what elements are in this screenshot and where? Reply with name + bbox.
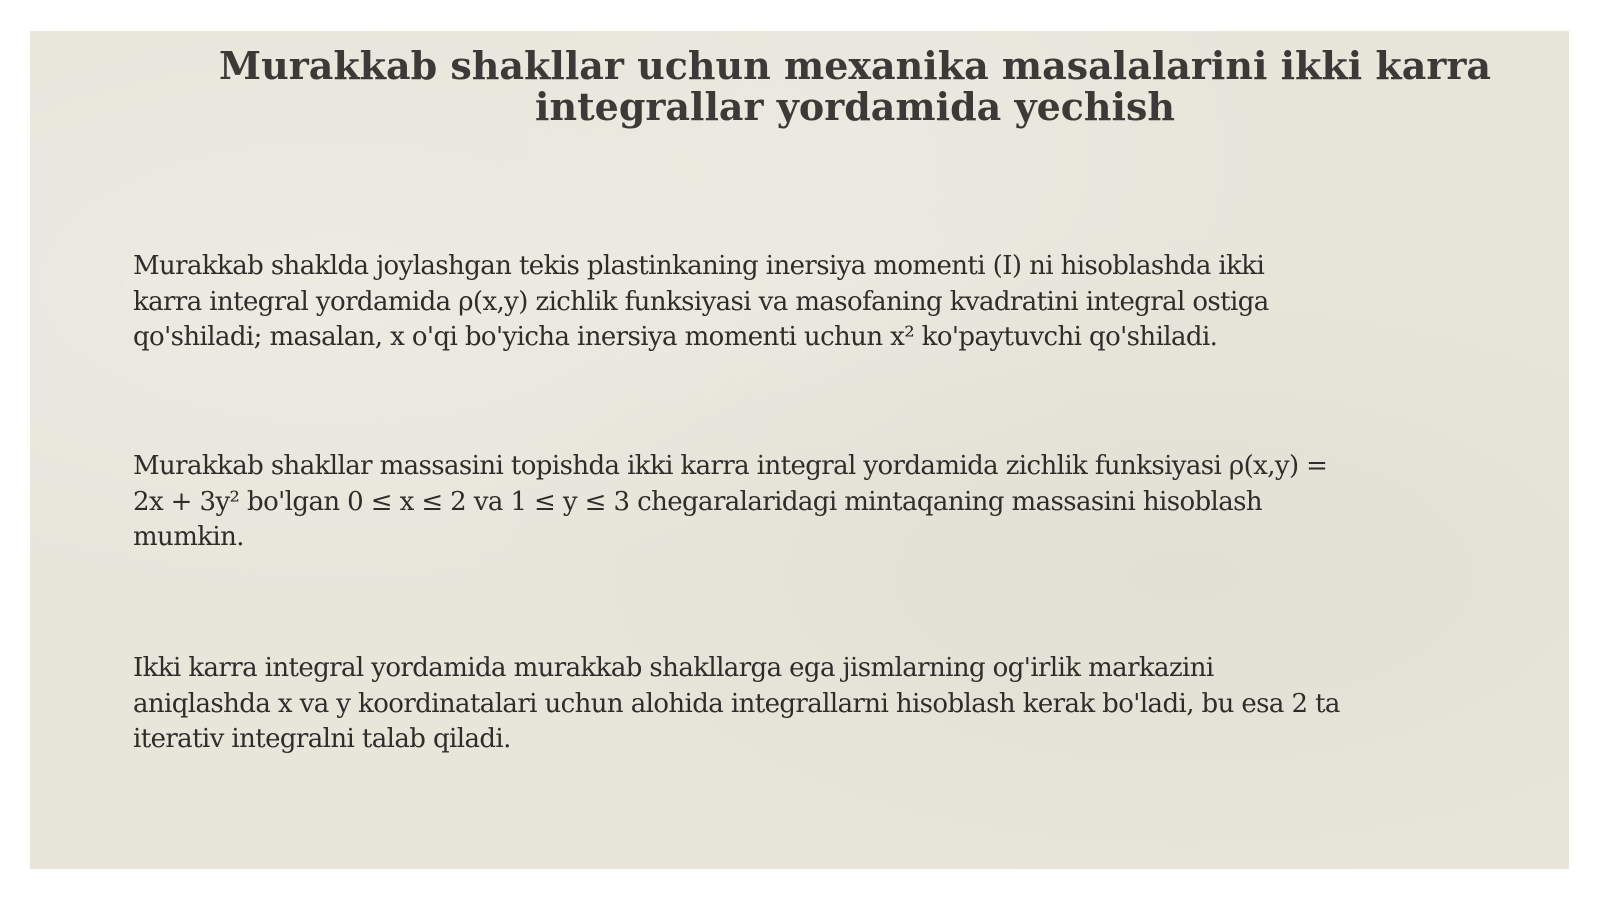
paragraph-mass: Murakkab shakllar massasini topishda ikki karra integral yordamida zichlik funksiyasi ρ(x,y) = 2x + 3y² bo'lgan 0 ≤ x ≤ 2 va 1 ≤ y ≤ 3 chegaralaridagi mintaqaning massasini hisoblash mumkin.: [133, 451, 1328, 552]
slide-title: Murakkab shakllar uchun mexanika masalalarini ikki karra integrallar yordamida yechish: [219, 43, 1491, 129]
paragraph-center-of-gravity: Ikki karra integral yordamida murakkab shakllarga ega jismlarning og'irlik markazini aniqlashda x va y koordinatalari uchun alohida integrallarni hisoblash kerak bo'ladi, bu esa 2 ta iterativ integralni talab qiladi.: [133, 653, 1340, 754]
slide: [30, 31, 1569, 869]
paragraph-inertia-moment: Murakkab shaklda joylashgan tekis plastinkaning inersiya momenti (I) ni hisoblashda ikki karra integral yordamida ρ(x,y) zichlik funksiyasi va masofaning kvadratini integral ostiga qo'shiladi; masalan, x o'qi bo'yicha inersiya momenti uchun x² ko'paytuvchi qo'shiladi.: [133, 251, 1269, 352]
